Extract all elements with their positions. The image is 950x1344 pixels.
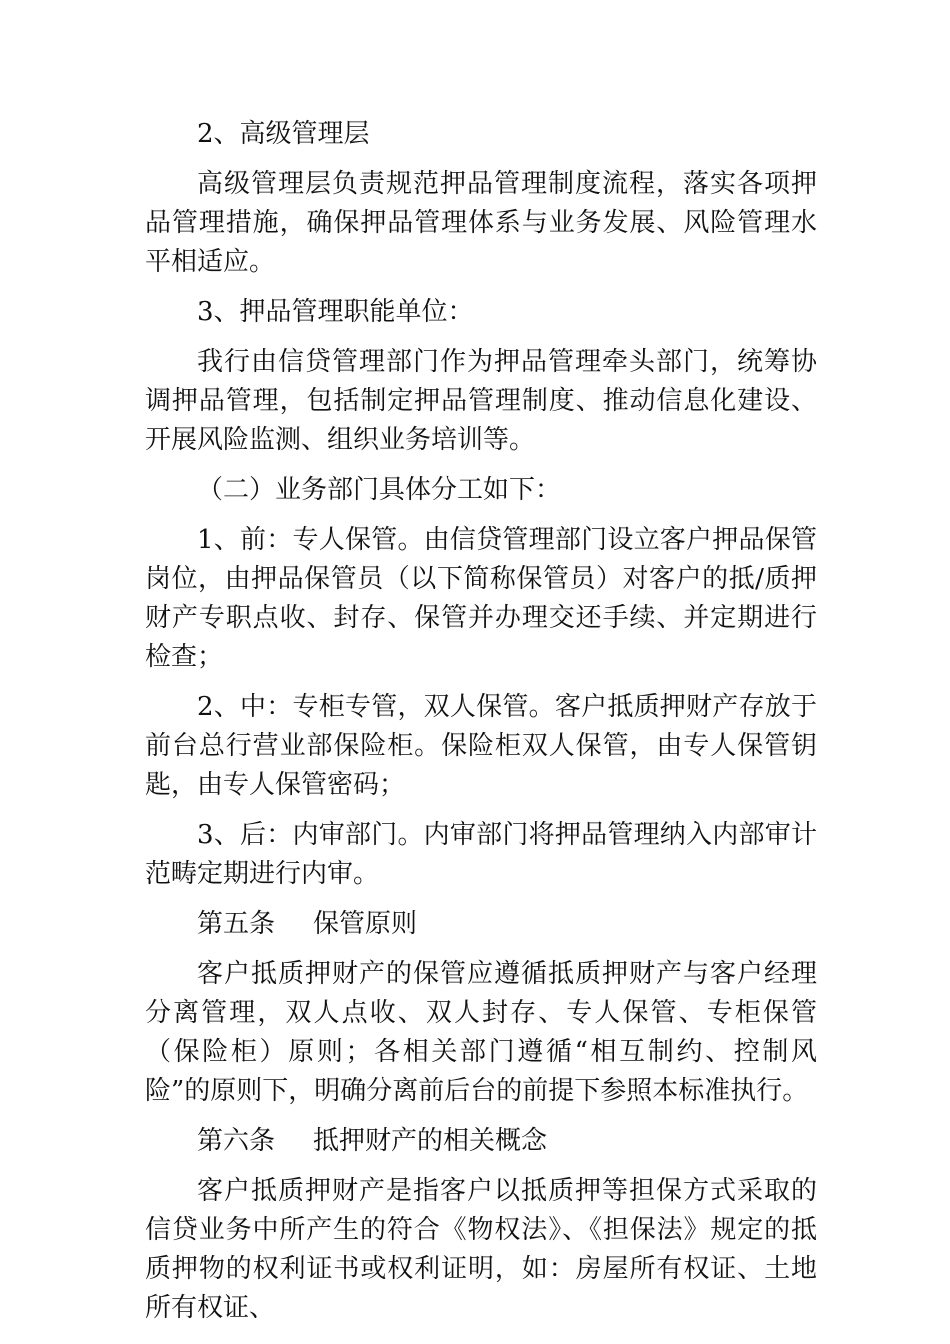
article-6-title: 抵押财产的相关概念 (313, 1126, 548, 1156)
paragraph-senior-management-heading: 2、高级管理层 (197, 119, 370, 149)
paragraph-back-office: 3、后：内审部门。内审部门将押品管理纳入内部审计范畴定期进行内审。 (145, 820, 817, 889)
paragraph-middle-office: 2、中：专柜专管，双人保管。客户抵质押财产存放于前台总行营业部保险柜。保险柜双人保管，由专人保管钥匙，由专人保管密码； (145, 692, 817, 800)
paragraph-custody-principle: 客户抵质押财产的保管应遵循抵质押财产与客户经理分离管理，双人点收、双人封存、专人保管、专柜保管（保险柜）原则；各相关部门遵循“相互制约、控制风险”的原则下，明确分离前后台的前提下参照本标准执行。 (145, 959, 817, 1106)
article-5-number: 第五条 (197, 909, 276, 939)
document-body (145, 115, 817, 1339)
article-5-title: 保管原则 (313, 909, 418, 939)
article-6-heading (145, 1122, 817, 1161)
paragraph-functional-unit-duty: 我行由信贷管理部门作为押品管理牵头部门，统筹协调押品管理，包括制定押品管理制度、推动信息化建设、开展风险监测、组织业务培训等。 (145, 347, 817, 455)
paragraph-functional-unit-heading: 3、押品管理职能单位： (197, 297, 474, 327)
article-5-heading (145, 905, 817, 944)
paragraph-senior-management-duty: 高级管理层负责规范押品管理制度流程，落实各项押品管理措施，确保押品管理体系与业务发展、风险管理水平相适应。 (145, 169, 817, 277)
paragraph-collateral-concept: 客户抵质押财产是指客户以抵质押等担保方式采取的信贷业务中所产生的符合《物权法》、《担保法》规定的抵质押物的权利证书或权利证明，如：房屋所有权证、土地所有权证、 (145, 1176, 817, 1323)
paragraph-division-heading: （二）业务部门具体分工如下： (197, 475, 562, 505)
article-6-number: 第六条 (197, 1126, 276, 1156)
paragraph-front-office: 1、前：专人保管。由信贷管理部门设立客户押品保管岗位，由押品保管员（以下简称保管员）对客户的抵/质押财产专职点收、封存、保管并办理交还手续、并定期进行检查； (145, 525, 817, 672)
